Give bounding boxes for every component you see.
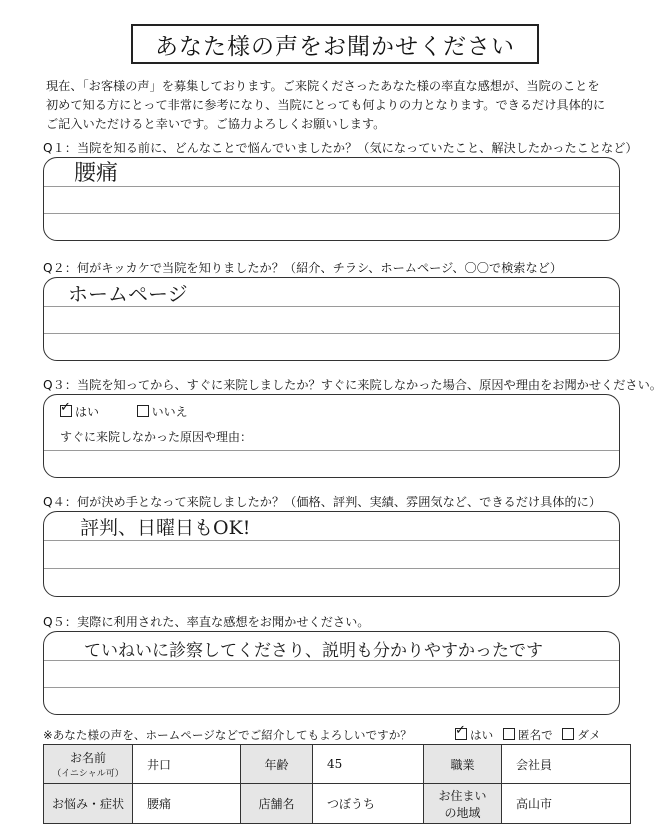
q3-no-label: いいえ [151, 405, 188, 419]
consent-anonymous-checkbox[interactable] [503, 728, 515, 740]
area-label: お住まい の地域 [424, 784, 502, 824]
question-4-label: Q４：何が決め手となって来院しましたか？（価格、評判、実績、雰囲気など、できるだけ具体的に） [43, 495, 602, 509]
q3-no-checkbox[interactable] [137, 405, 149, 417]
question-2-answer-box[interactable] [43, 277, 620, 361]
consent-yes-label: はい [470, 728, 494, 742]
store-label: 店舗名 [241, 784, 313, 824]
concern-value[interactable]: 腰痛 [133, 784, 241, 824]
question-4-answer-text: 評判、日曜日もOK! [80, 517, 251, 539]
ruled-line [44, 213, 619, 214]
job-value[interactable]: 会社員 [502, 745, 631, 784]
question-5-answer-text: ていねいに診察してくださり、説明も分かりやすかったです [84, 641, 543, 661]
name-label: お名前 （イニシャル可） [44, 745, 133, 784]
area-value[interactable]: 高山市 [502, 784, 631, 824]
ruled-line [44, 687, 619, 688]
ruled-line [44, 186, 619, 187]
ruled-line [44, 450, 619, 451]
consent-options [455, 727, 607, 743]
question-4-answer-box[interactable] [43, 511, 620, 597]
name-sub-label: （イニシャル可） [52, 769, 124, 779]
q3-yes-label: はい [75, 405, 100, 419]
q3-reason-label: すぐに来院しなかった原因や理由： [60, 430, 253, 444]
page-title: あなた様の声をお聞かせください [131, 24, 539, 64]
q3-choices [60, 403, 188, 420]
question-1-answer-text: 腰痛 [74, 161, 119, 186]
question-5-label: Q５：実際に利用された、率直な感想をお聞かせください。 [43, 615, 370, 629]
question-2-answer-text: ホームページ [68, 282, 188, 306]
consent-question: ※あなた様の声を、ホームページなどでご紹介してもよろしいですか？ [43, 728, 412, 742]
q3-yes-checkbox[interactable] [60, 405, 72, 417]
age-label: 年齢 [241, 745, 313, 784]
consent-no-checkbox[interactable] [562, 728, 574, 740]
consent-no-label: ダメ [577, 728, 601, 742]
job-label: 職業 [424, 745, 502, 784]
store-value[interactable]: つぼうち [313, 784, 424, 824]
ruled-line [44, 540, 619, 541]
question-5-answer-box[interactable] [43, 631, 620, 715]
respondent-info-table [43, 744, 631, 824]
question-2-label: Q２：何がキッカケで当院を知りましたか？（紹介、チラシ、ホームページ、〇〇で検索など） [43, 261, 563, 275]
question-1-label: Q１：当院を知る前に、どんなことで悩んでいましたか？（気になっていたこと、解決したかったことなど） [43, 141, 638, 155]
consent-yes-checkbox[interactable] [455, 728, 467, 740]
age-value[interactable]: 45 [313, 745, 424, 784]
ruled-line [44, 333, 619, 334]
ruled-line [44, 568, 619, 569]
intro-text: 現在、「お客様の声」を募集しております。ご来院くださったあなた様の率直な感想が、当院のことを 初めて知る方にとって非常に参考になり、当院にとっても何よりの力となります。できるだけ具体的に ご記入いただけると幸いです。ご協力よろしくお願いします。 [46, 79, 606, 131]
question-3-label: Q３：当院を知ってから、すぐに来院しましたか？すぐに来院しなかった場合、原因や理由をお聞かせください。 [43, 378, 662, 392]
concern-label: お悩み・症状 [44, 784, 133, 824]
name-value[interactable]: 井口 [133, 745, 241, 784]
question-1-answer-box[interactable] [43, 157, 620, 241]
consent-anonymous-label: 匿名で [517, 728, 553, 742]
